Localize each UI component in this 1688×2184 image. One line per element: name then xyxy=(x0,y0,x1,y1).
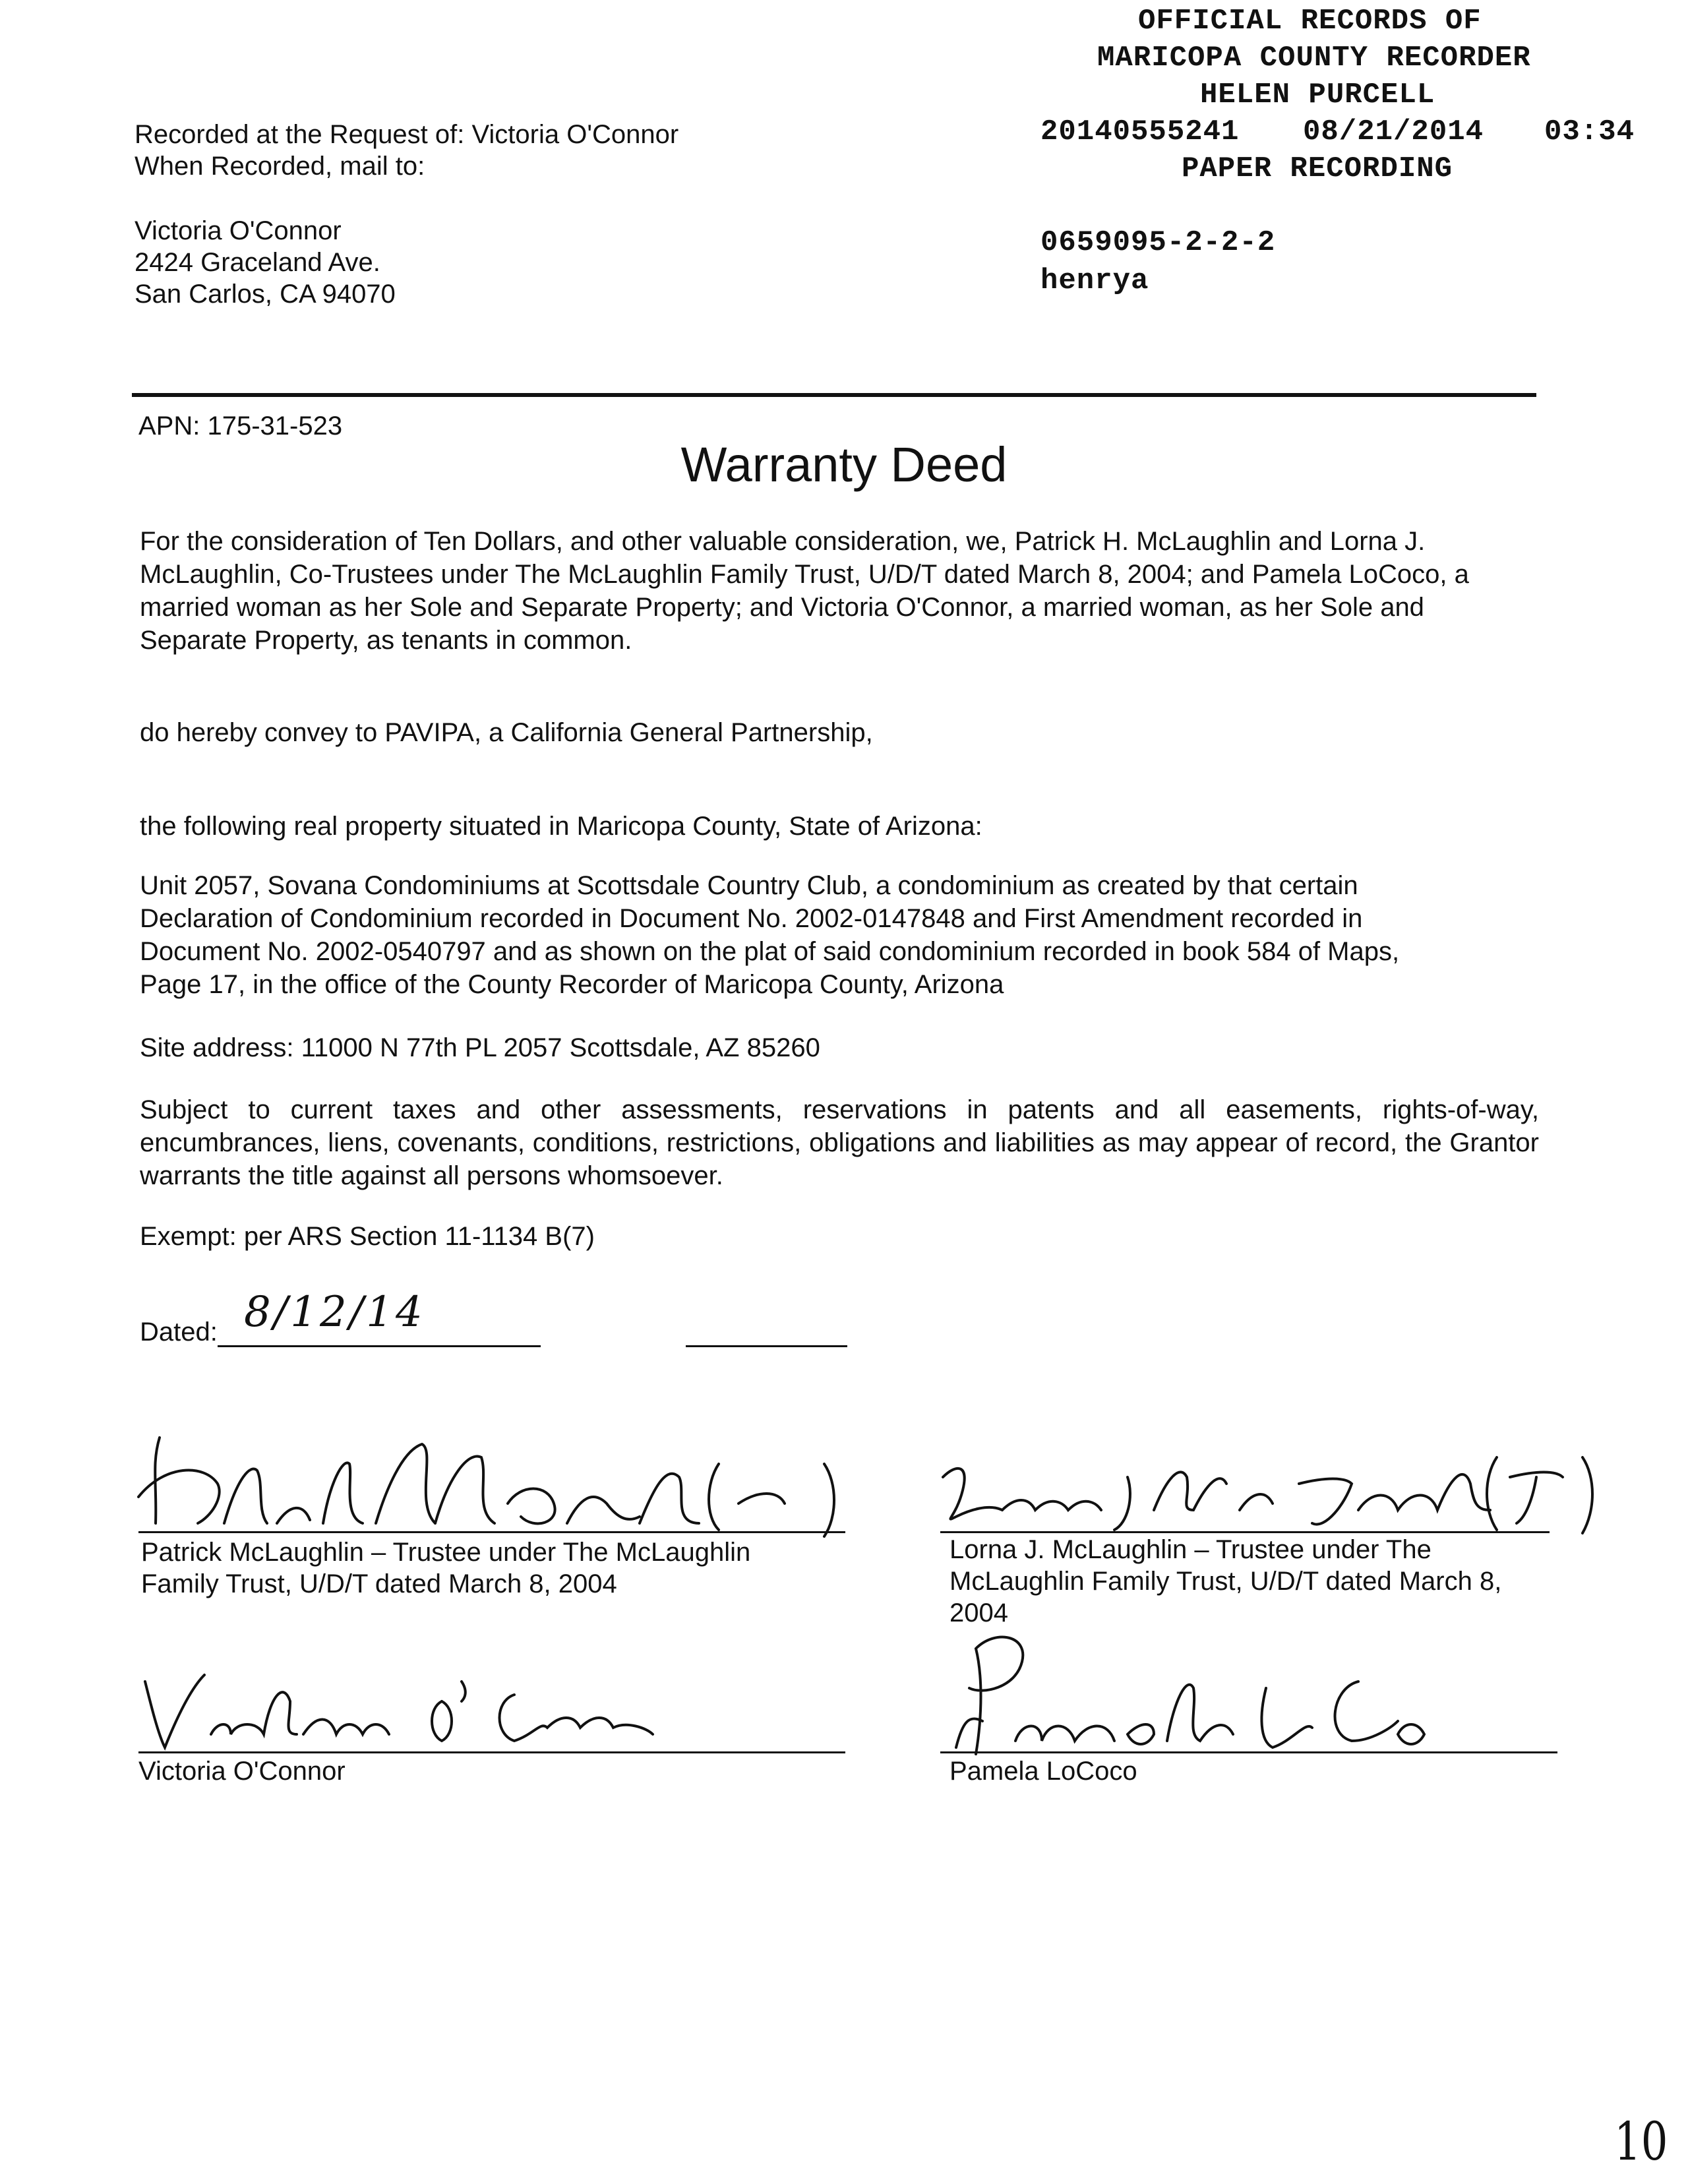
requested-by-label: Recorded at the Request of: xyxy=(135,120,465,149)
page-mark: 10 xyxy=(1614,2111,1668,2172)
recorder-name: HELEN PURCELL xyxy=(1200,78,1435,111)
pamela-signature-line xyxy=(940,1751,1557,1753)
property-intro: the following real property situated in Maricopa County, State of Arizona: xyxy=(140,812,982,841)
dated-underline xyxy=(218,1345,541,1347)
patrick-caption-line1: Patrick McLaughlin – Trustee under The McLaughlin xyxy=(141,1538,751,1567)
victoria-signature-image xyxy=(132,1662,659,1754)
victoria-caption: Victoria O'Connor xyxy=(138,1757,346,1786)
lorna-caption-line1: Lorna J. McLaughlin – Trustee under The xyxy=(950,1535,1432,1564)
recorder-date: 08/21/2014 xyxy=(1303,115,1484,148)
blank-underline xyxy=(686,1345,847,1347)
site-address: Site address: 11000 N 77th PL 2057 Scottsdale, AZ 85260 xyxy=(140,1033,820,1062)
legal-description: Unit 2057, Sovana Condominiums at Scottsdale Country Club, a condominium as created by that certain Declaration of Condominium recorded in Document No. 2002-0147848 and First Amendment recorded in Document No. 2002-0540797 and as shown on the plat of said condominium recorded in book 584 of Maps, Page 17, in the office of the County Recorder of Maricopa County, Arizona xyxy=(140,871,1400,999)
recorder-office-line2: MARICOPA COUNTY RECORDER xyxy=(1097,42,1531,75)
patrick-caption-line2: Family Trust, U/D/T dated March 8, 2004 xyxy=(141,1569,617,1598)
subject-to-clause: Subject to current taxes and other assessments, reservations in patents and all easements, rights-of-way, encumbrances, liens, covenants, conditions, restrictions, obligations and liabilities as may appear of record, the Grantor warrants the title against all persons whomsoever. xyxy=(140,1095,1539,1190)
requested-by-line xyxy=(135,119,678,150)
lorna-caption-line3: 2004 xyxy=(950,1598,1008,1627)
exemption-line: Exempt: per ARS Section 11-1134 B(7) xyxy=(140,1222,595,1251)
recorder-doc-number: 20140555241 xyxy=(1040,115,1240,148)
recorder-time: 03:34 xyxy=(1544,115,1635,148)
patrick-signature-line xyxy=(138,1531,845,1533)
lorna-caption-line2: McLaughlin Family Trust, U/D/T dated March 8, xyxy=(950,1567,1502,1596)
header-divider xyxy=(132,393,1536,397)
recorder-batch-number: 0659095-2-2-2 xyxy=(1040,226,1276,259)
lorna-signature-line xyxy=(940,1531,1550,1533)
consideration-paragraph: For the consideration of Ten Dollars, and other valuable consideration, we, Patrick H. McLaughlin and Lorna J. McLaughlin, Co-Trustees under The McLaughlin Family Trust, U/D/T dated March 8, 2004; and Pamela LoCoco, a married woman as her Sole and Separate Property; and Victoria O'Connor, a married woman, as her Sole and Separate Property, as tenants in common. xyxy=(140,527,1469,655)
mail-to-label: When Recorded, mail to: xyxy=(135,152,425,181)
pamela-signature-image xyxy=(936,1622,1437,1761)
victoria-signature-line xyxy=(138,1751,845,1753)
patrick-signature-image xyxy=(125,1424,851,1543)
convey-clause: do hereby convey to PAVIPA, a California General Partnership, xyxy=(140,718,873,747)
requested-by-name: Victoria O'Connor xyxy=(471,120,679,149)
apn: APN: 175-31-523 xyxy=(138,411,343,440)
mail-to-street: 2424 Graceland Ave. xyxy=(135,248,380,277)
mail-to-name: Victoria O'Connor xyxy=(135,216,342,245)
dated-handwritten-value: 8/12/14 xyxy=(244,1288,425,1337)
recorder-office-line1: OFFICIAL RECORDS OF xyxy=(1138,5,1482,38)
recorder-clerk-id: henrya xyxy=(1040,264,1149,297)
dated-label: Dated: xyxy=(140,1318,218,1347)
recording-type: PAPER RECORDING xyxy=(1182,152,1453,185)
pamela-caption: Pamela LoCoco xyxy=(950,1757,1137,1786)
mail-to-city: San Carlos, CA 94070 xyxy=(135,280,396,309)
document-title: Warranty Deed xyxy=(680,437,1008,492)
lorna-signature-image xyxy=(930,1438,1602,1536)
